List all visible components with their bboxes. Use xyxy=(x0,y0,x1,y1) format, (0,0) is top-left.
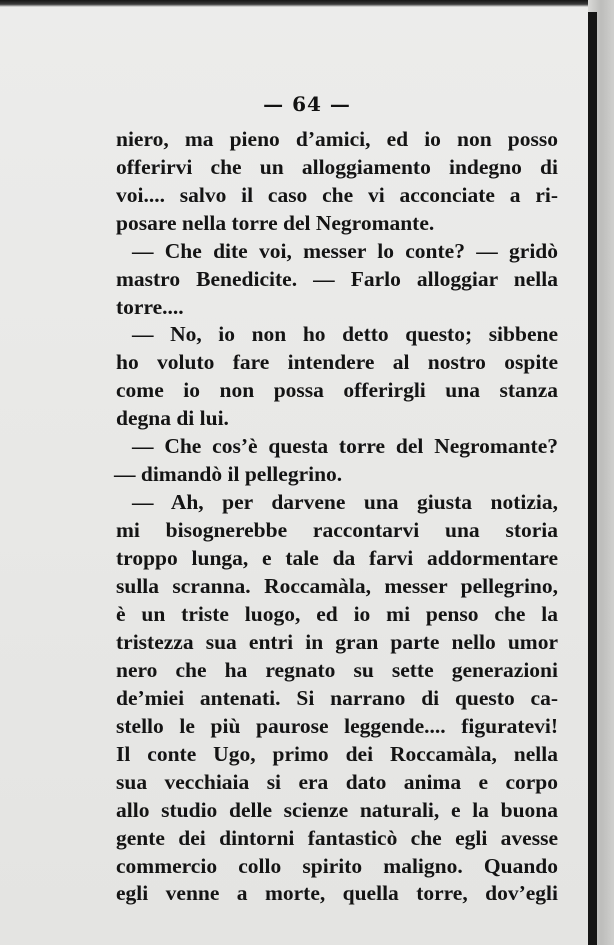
text-line: nero che ha regnato su sette generazioni xyxy=(116,658,558,682)
text-line: sulla scranna. Roccamàla, messer pellegrino, xyxy=(116,574,558,598)
text-line: — dimandò il pellegrino. xyxy=(114,462,343,486)
text-line: gente dei dintorni fantasticò che egli avesse xyxy=(116,826,558,850)
text-line: stello le più paurose leggende.... figuratevi! xyxy=(116,714,558,738)
text-line: — Che cos’è questa torre del Negromante? xyxy=(132,434,558,458)
text-line: allo studio delle scienze naturali, e la buona xyxy=(116,798,558,822)
text-line: tristezza sua entri in gran parte nello umor xyxy=(116,630,558,654)
text-line: mastro Benedicite. — Farlo alloggiar nella xyxy=(116,267,558,291)
text-line: posare nella torre del Negromante. xyxy=(116,211,435,235)
text-line: egli venne a morte, quella torre, dov’egli xyxy=(116,881,558,905)
text-line: offerirvi che un alloggiamento indegno di xyxy=(116,155,558,179)
text-line: come io non possa offerirgli una stanza xyxy=(116,378,558,402)
text-line: — Che dite voi, messer lo conte? — gridò xyxy=(132,239,558,263)
text-line: sua vecchiaia si era dato anima e corpo xyxy=(116,770,558,794)
text-line: de’miei antenati. Si narrano di questo ca- xyxy=(116,686,558,710)
text-line: — No, io non ho detto questo; sibbene xyxy=(132,322,558,346)
text-line: mi bisognerebbe raccontarvi una storia xyxy=(116,518,558,542)
text-line: ho voluto fare intendere al nostro ospite xyxy=(116,350,558,374)
page-top-edge xyxy=(0,0,614,7)
binding-rule xyxy=(588,12,597,945)
text-line: Il conte Ugo, primo dei Roccamàla, nella xyxy=(116,742,558,766)
text-line: — Ah, per darvene una giusta notizia, xyxy=(132,490,558,514)
text-line: niero, ma pieno d’amici, ed io non posso xyxy=(116,127,558,151)
text-line: troppo lunga, e tale da farvi addormentare xyxy=(116,546,558,570)
text-line: degna di lui. xyxy=(116,406,229,430)
text-line: torre.... xyxy=(116,295,184,319)
text-line: è un triste luogo, ed io mi penso che la xyxy=(116,602,558,626)
text-line: commercio collo spirito maligno. Quando xyxy=(116,854,558,878)
page-number: — 64 — xyxy=(263,92,351,116)
text-line: voi.... salvo il caso che vi acconciate a ri- xyxy=(116,183,558,207)
